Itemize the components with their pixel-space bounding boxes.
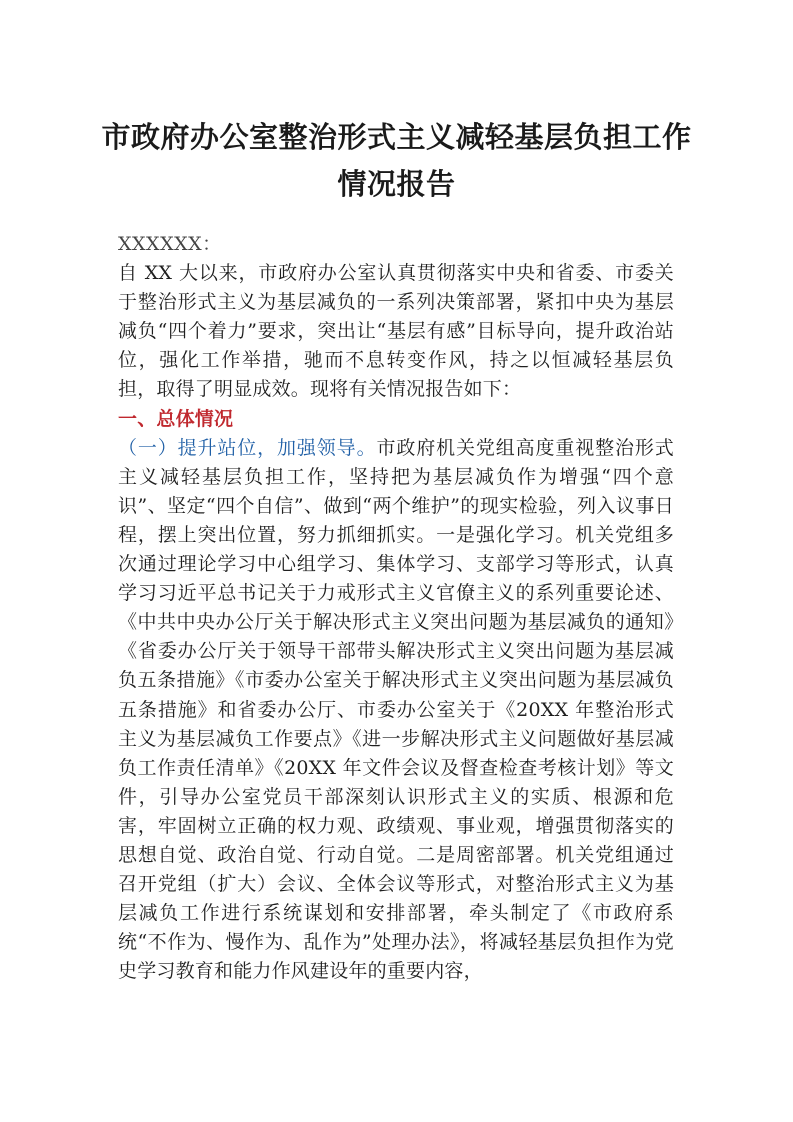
- document-body: [118, 230, 674, 986]
- document-title: 市政府办公室整治形式主义减轻基层负担工作情况报告: [101, 120, 692, 201]
- subsection-body: 市政府机关党组高度重视整治形式主义减轻基层负担工作，坚持把为基层减负作为增强“四个意识”、坚定“四个自信”、做到“两个维护”的现实检验，列入议事日程，摆上突出位置，努力抓细抓实。一是强化学习。机关党组多次通过理论学习中心组学习、集体学习、支部学习等形式，认真学习习近平总书记关于力戒形式主义官僚主义的系列重要论述、《中共中央办公厅关于解决形式主义突出问题为基层减负的通知》《省委办公厅关于领导干部带头解决形式主义突出问题为基层减负五条措施》《市委办公室关于解决形式主义突出问题为基层减负五条措施》和省委办公厅、市委办公室关于《20XX 年整治形式主义为基层减负工作要点》《进一步解决形式主义问题做好基层减负工作责任清单》《20XX 年文件会议及督查检查考核计划》等文件，引导办公室党员干部深刻认识形式主义的实质、根源和危害，牢固树立正确的权力观、政绩观、事业观，增强贯彻落实的思想自觉、政治自觉、行动自觉。二是周密部署。机关党组通过召开党组（扩大）会议、全体会议等形式，对整治形式主义为基层减负工作进行系统谋划和安排部署，牵头制定了《市政府系统“不作为、慢作为、乱作为”处理办法》，将减轻基层负担作为党史学习教育和能力作风建设年的重要内容，: [118, 436, 674, 983]
- subsection-heading: （一）提升站位，加强领导。: [118, 436, 377, 459]
- subsection-paragraph: [118, 434, 674, 987]
- salutation: XXXXXX：: [118, 233, 222, 255]
- section-heading: 一、总体情况: [118, 407, 234, 430]
- intro-paragraph: 自 XX 大以来，市政府办公室认真贯彻落实中央和省委、市委关于整治形式主义为基层减负的一系列决策部署，紧扣中央为基层减负“四个着力”要求，突出让“基层有感”目标导向，提升政治站位，强化工作举措，驰而不息转变作风，持之以恒减轻基层负担，取得了明显成效。现将有关情况报告如下：: [118, 262, 674, 401]
